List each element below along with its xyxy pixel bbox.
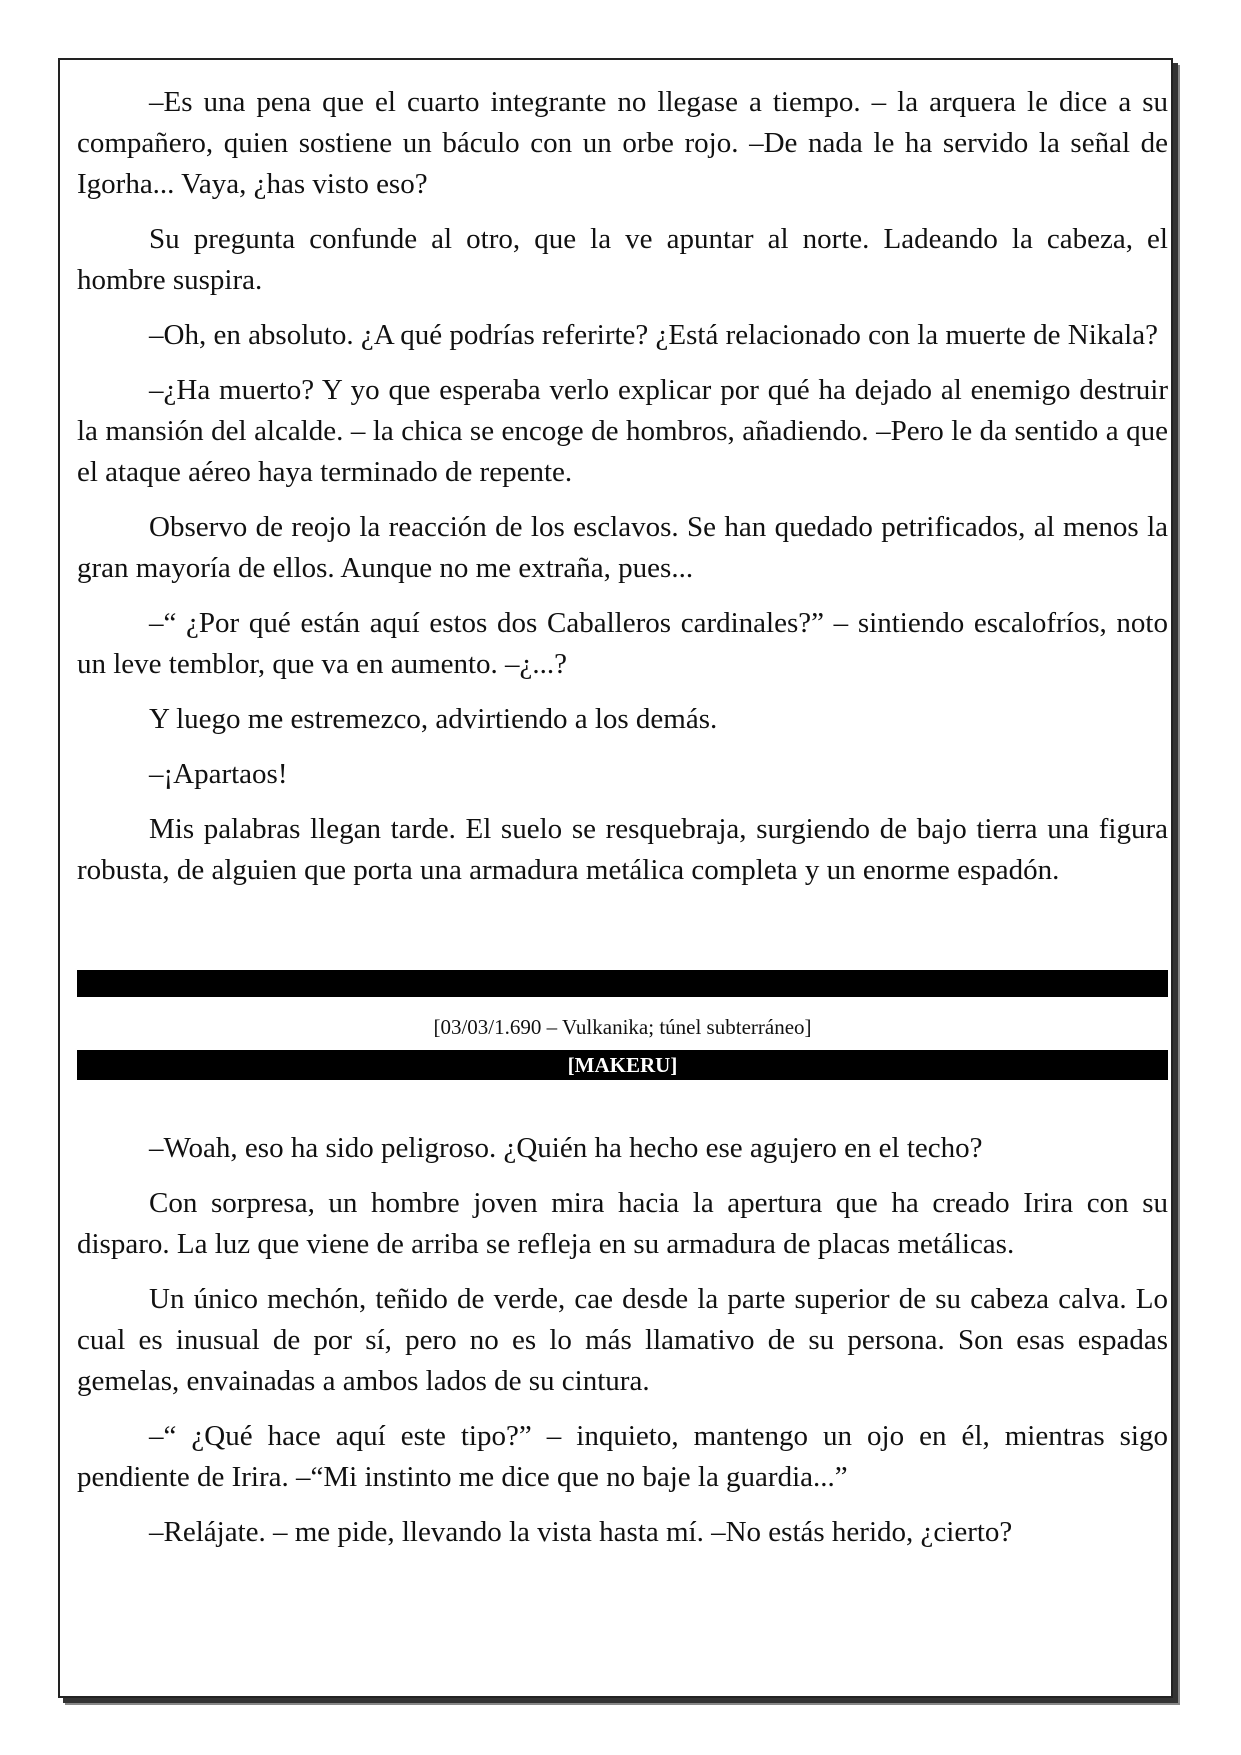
paragraph: Su pregunta confunde al otro, que la ve apuntar al norte. Ladeando la cabeza, el hombre suspira. (77, 223, 1168, 296)
paragraph: Observo de reojo la reacción de los esclavos. Se han quedado petrificados, al menos la gran mayoría de ellos. Aunque no me extraña, pues... (77, 511, 1168, 584)
section-spacer (77, 1080, 1168, 1128)
paragraph: Y luego me estremezco, advirtiendo a los demás. (149, 703, 718, 735)
paragraph: –“ ¿Qué hace aquí este tipo?” – inquieto, mantengo un ojo en él, mientras sigo pendiente de Irira. –“Mi instinto me dice que no baje la guardia...” (77, 1420, 1168, 1493)
page-frame (58, 58, 1173, 1698)
paragraph: –Es una pena que el cuarto integrante no llegase a tiempo. – la arquera le dice a su compañero, quien sostiene un báculo con un orbe rojo. –De nada le ha servido la señal de Igorha... Vaya, ¿has visto eso? (77, 86, 1168, 200)
paragraph: –Woah, eso ha sido peligroso. ¿Quién ha hecho ese agujero en el techo? (149, 1132, 983, 1164)
section-spacer (77, 905, 1168, 970)
paragraph: –“ ¿Por qué están aquí estos dos Caballeros cardinales?” – sintiendo escalofríos, noto un leve temblor, que va en aumento. –¿...? (77, 607, 1168, 680)
paragraph: –¡Apartaos! (149, 758, 288, 790)
paragraph: –Oh, en absoluto. ¿A qué podrías referirte? ¿Está relacionado con la muerte de Nikala? (149, 319, 1158, 351)
paragraph: –Relájate. – me pide, llevando la vista hasta mí. –No estás herido, ¿cierto? (149, 1516, 1013, 1548)
paragraph: Mis palabras llegan tarde. El suelo se resquebraja, surgiendo de bajo tierra una figura robusta, de alguien que porta una armadura metálica completa y un enorme espadón. (77, 813, 1168, 886)
scene-heading: [03/03/1.690 – Vulkanika; túnel subterráneo] (433, 1015, 812, 1039)
pov-header: [MAKERU] (77, 1050, 1168, 1080)
scene-divider-bar (77, 970, 1168, 997)
page-content (77, 82, 1168, 1567)
paragraph: Con sorpresa, un hombre joven mira hacia la apertura que ha creado Irira con su disparo. La luz que viene de arriba se refleja en su armadura de placas metálicas. (77, 1187, 1168, 1260)
paragraph: Un único mechón, teñido de verde, cae desde la parte superior de su cabeza calva. Lo cual es inusual de por sí, pero no es lo más llamativo de su persona. Son esas espadas gemelas, envainadas a ambos lados de su cintura. (77, 1283, 1168, 1397)
paragraph: –¿Ha muerto? Y yo que esperaba verlo explicar por qué ha dejado al enemigo destruir la mansión del alcalde. – la chica se encoge de hombros, añadiendo. –Pero le da sentido a que el ataque aéreo haya terminado de repente. (77, 374, 1168, 488)
